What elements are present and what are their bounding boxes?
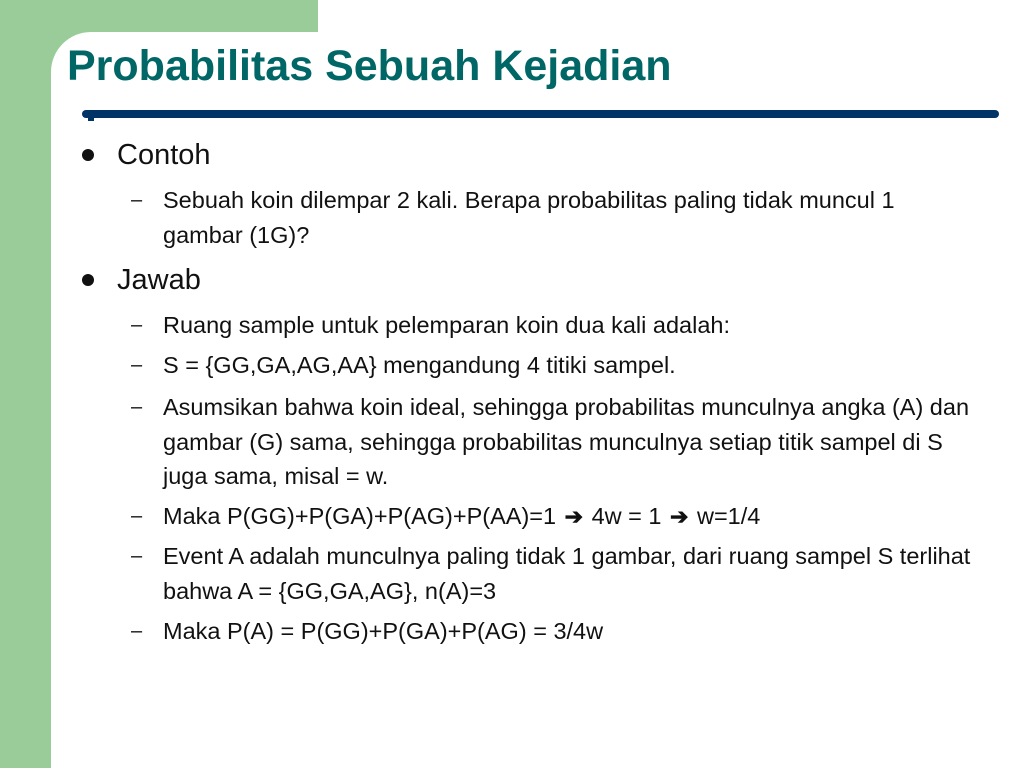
dash-icon: – bbox=[131, 314, 143, 336]
right-arrow-icon: ➔ bbox=[564, 504, 584, 529]
sub-item-text: Event A adalah munculnya paling tidak 1 gambar, dari ruang sampel S terlihat bahwa A = {GG,GA,AG}, n(A)=3 bbox=[163, 543, 971, 604]
bullet-label: Contoh bbox=[117, 139, 211, 171]
right-arrow-icon: ➔ bbox=[670, 504, 689, 529]
dash-icon: – bbox=[131, 545, 143, 567]
dash-icon: – bbox=[131, 354, 143, 376]
sub-item-text: Asumsikan bahwa koin ideal, sehingga probabilitas munculnya angka (A) dan gambar (G) sama, sehingga probabilitas munculnya setiap titik sampel di S juga sama, misal = w. bbox=[163, 394, 970, 489]
sub-item-text: Maka P(A) = P(GG)+P(GA)+P(AG) = 3/4w bbox=[163, 618, 604, 644]
dash-icon: – bbox=[131, 189, 143, 211]
dash-icon: – bbox=[131, 396, 143, 418]
sub-item-text: S = {GG,GA,AG,AA} mengandung 4 titiki sampel. bbox=[163, 352, 676, 378]
bullet-dot-icon bbox=[82, 274, 94, 286]
sub-item-text: Sebuah koin dilempar 2 kali. Berapa probabilitas paling tidak muncul 1 gambar (1G)? bbox=[163, 187, 895, 248]
bullet-label: Jawab bbox=[117, 264, 201, 296]
equation-part-3: w=1/4 bbox=[696, 503, 761, 529]
bullet-dot-icon bbox=[82, 149, 94, 161]
dash-icon: – bbox=[131, 505, 143, 527]
equation-part-1: Maka P(GG)+P(GA)+P(AG)+P(AA)=1 bbox=[163, 503, 557, 529]
sub-item-text bbox=[163, 499, 973, 535]
sub-item-text: Ruang sample untuk pelemparan koin dua kali adalah: bbox=[163, 312, 730, 338]
equation-part-2: 4w = 1 bbox=[591, 503, 662, 529]
dash-icon: – bbox=[131, 620, 143, 642]
slide-title: Probabilitas Sebuah Kejadian bbox=[67, 42, 672, 90]
